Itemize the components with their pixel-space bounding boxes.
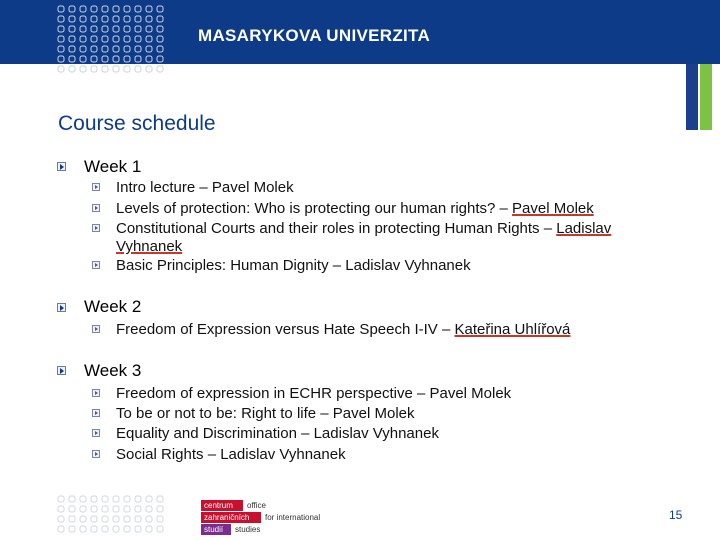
- sub-bullet-icon: [92, 183, 100, 191]
- logo-studii-box: studií: [201, 524, 231, 535]
- logo-dot: [91, 516, 97, 522]
- logo-dot: [58, 36, 64, 42]
- sub-bullet-icon: [92, 389, 100, 397]
- logo-dot: [157, 6, 163, 12]
- logo-dot: [80, 496, 86, 502]
- logo-dot: [80, 56, 86, 62]
- logo-dot: [80, 26, 86, 32]
- logo-dot: [157, 16, 163, 22]
- logo-dot: [124, 506, 130, 512]
- logo-dot: [102, 16, 108, 22]
- logo-dot: [146, 46, 152, 52]
- logo-dot: [102, 56, 108, 62]
- logo-dot: [157, 66, 163, 72]
- logo-dot: [102, 6, 108, 12]
- logo-dot: [124, 6, 130, 12]
- logo-dot: [69, 516, 75, 522]
- logo-dot: [69, 26, 75, 32]
- bullet-icon: [57, 303, 66, 312]
- logo-dot: [69, 526, 75, 532]
- logo-dot: [91, 526, 97, 532]
- week-3-heading: Week 3: [84, 361, 142, 380]
- logo-dot: [135, 46, 141, 52]
- logo-dot: [91, 36, 97, 42]
- logo-dot: [69, 46, 75, 52]
- logo-dot: [58, 26, 64, 32]
- logo-dot: [58, 526, 64, 532]
- logo-dot: [91, 16, 97, 22]
- logo-dot: [157, 526, 163, 532]
- logo-dot: [146, 496, 152, 502]
- logo-dot: [80, 506, 86, 512]
- logo-dot: [146, 6, 152, 12]
- logo-dot: [146, 26, 152, 32]
- decorative-blue-bar: [686, 64, 698, 130]
- logo-dot: [135, 506, 141, 512]
- logo-dot: [91, 496, 97, 502]
- week-2-heading: Week 2: [84, 297, 142, 316]
- logo-dot: [80, 6, 86, 12]
- list-item: Social Rights – Ladislav Vyhnanek: [116, 446, 346, 463]
- logo-dot: [113, 506, 119, 512]
- week-1-heading: Week 1: [84, 157, 142, 176]
- logo-dot: [102, 66, 108, 72]
- logo-dot: [58, 496, 64, 502]
- logo-dot: [91, 26, 97, 32]
- logo-dot: [58, 46, 64, 52]
- list-item: Intro lecture – Pavel Molek: [116, 179, 294, 196]
- lecturer-link[interactable]: Ladislav Vyhnanek: [116, 220, 612, 255]
- logo-dot: [135, 16, 141, 22]
- logo-dot: [113, 56, 119, 62]
- logo-dot: [58, 6, 64, 12]
- sub-bullet-icon: [92, 261, 100, 269]
- logo-dot: [124, 26, 130, 32]
- logo-dot: [135, 36, 141, 42]
- logo-dot: [102, 506, 108, 512]
- bullet-icon: [57, 366, 66, 375]
- logo-dot: [146, 56, 152, 62]
- logo-dot: [135, 26, 141, 32]
- logo-dot: [69, 506, 75, 512]
- logo-for-international-text: for international: [265, 513, 321, 522]
- list-item: Levels of protection: Who is protecting our human rights? – Pavel Molek: [116, 200, 594, 217]
- logo-dot: [146, 16, 152, 22]
- logo-studies-text: studies: [235, 525, 261, 534]
- logo-dot: [102, 36, 108, 42]
- sub-bullet-icon: [92, 325, 100, 333]
- logo-dot: [69, 56, 75, 62]
- logo-dot: [80, 516, 86, 522]
- logo-dot: [124, 56, 130, 62]
- logo-dot: [146, 36, 152, 42]
- logo-dot: [58, 16, 64, 22]
- lecturer-link[interactable]: Kateřina Uhlířová: [454, 321, 571, 338]
- logo-dot: [58, 516, 64, 522]
- logo-dot: [135, 526, 141, 532]
- centre-for-international-studies-logo: [201, 497, 341, 537]
- logo-dot: [124, 16, 130, 22]
- logo-zahranicnich-box: zahraničních: [201, 512, 261, 523]
- logo-dot: [80, 36, 86, 42]
- logo-dot: [113, 6, 119, 12]
- university-dot-logo-footer: [56, 494, 172, 540]
- logo-dot: [146, 526, 152, 532]
- logo-dot: [124, 496, 130, 502]
- list-item: Freedom of expression in ECHR perspective – Pavel Molek: [116, 385, 512, 402]
- logo-dot: [58, 506, 64, 512]
- logo-dot: [102, 516, 108, 522]
- logo-dot: [157, 46, 163, 52]
- logo-dot: [157, 496, 163, 502]
- logo-dot: [80, 526, 86, 532]
- logo-dot: [69, 496, 75, 502]
- logo-centrum-box: centrum: [201, 500, 243, 511]
- logo-dot: [113, 46, 119, 52]
- logo-dot: [113, 36, 119, 42]
- university-dot-logo: [56, 4, 172, 78]
- logo-dot: [69, 16, 75, 22]
- logo-dot: [146, 516, 152, 522]
- logo-dot: [91, 6, 97, 12]
- decorative-green-bar: [700, 64, 712, 130]
- logo-dot: [91, 56, 97, 62]
- logo-dot: [157, 56, 163, 62]
- logo-dot: [69, 66, 75, 72]
- logo-dot: [124, 526, 130, 532]
- logo-dot: [113, 526, 119, 532]
- sub-bullet-icon: [92, 204, 100, 212]
- logo-dot: [157, 506, 163, 512]
- list-item: Freedom of Expression versus Hate Speech I-IV – Kateřina Uhlířová: [116, 321, 571, 338]
- logo-dot: [102, 46, 108, 52]
- logo-dot: [113, 26, 119, 32]
- logo-dot: [135, 6, 141, 12]
- logo-dot: [113, 496, 119, 502]
- logo-dot: [102, 26, 108, 32]
- logo-dot: [124, 46, 130, 52]
- logo-dot: [146, 506, 152, 512]
- logo-dot: [157, 516, 163, 522]
- logo-dot: [91, 46, 97, 52]
- sub-bullet-icon: [92, 450, 100, 458]
- logo-dot: [69, 6, 75, 12]
- sub-bullet-icon: [92, 409, 100, 417]
- logo-dot: [135, 496, 141, 502]
- logo-dot: [102, 496, 108, 502]
- logo-dot: [58, 66, 64, 72]
- logo-dot: [124, 516, 130, 522]
- logo-dot: [157, 26, 163, 32]
- sub-bullet-icon: [92, 429, 100, 437]
- logo-dot: [124, 36, 130, 42]
- logo-dot: [124, 66, 130, 72]
- logo-office-text: office: [247, 501, 266, 510]
- logo-dot: [157, 36, 163, 42]
- university-name: MASARYKOVA UNIVERZITA: [198, 26, 431, 45]
- logo-dot: [113, 16, 119, 22]
- logo-dot: [146, 66, 152, 72]
- list-item: Equality and Discrimination – Ladislav Vyhnanek: [116, 425, 439, 442]
- logo-dot: [102, 526, 108, 532]
- logo-dot: [91, 66, 97, 72]
- page-number: 15: [669, 508, 683, 522]
- logo-dot: [80, 16, 86, 22]
- logo-dot: [135, 66, 141, 72]
- bullet-icon: [57, 162, 66, 171]
- logo-dot: [135, 516, 141, 522]
- logo-dot: [135, 56, 141, 62]
- logo-dot: [58, 56, 64, 62]
- list-item: Basic Principles: Human Dignity – Ladislav Vyhnanek: [116, 257, 471, 274]
- logo-dot: [113, 66, 119, 72]
- sub-bullet-icon: [92, 224, 100, 232]
- list-item: To be or not to be: Right to life – Pavel Molek: [116, 405, 415, 422]
- list-item: Constitutional Courts and their roles in protecting Human Rights – Ladislav Vyhnanek: [116, 220, 612, 255]
- logo-dot: [69, 36, 75, 42]
- logo-dot: [80, 46, 86, 52]
- logo-dot: [91, 506, 97, 512]
- lecturer-link[interactable]: Pavel Molek: [512, 200, 594, 217]
- logo-dot: [80, 66, 86, 72]
- logo-dot: [113, 516, 119, 522]
- slide-title: Course schedule: [58, 112, 216, 135]
